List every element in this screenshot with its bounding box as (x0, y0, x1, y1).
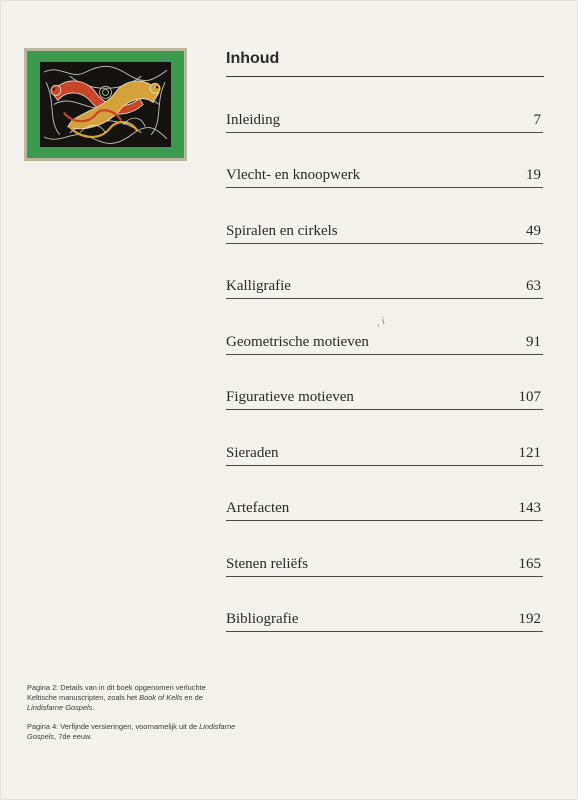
toc-entry-page: 107 (518, 389, 541, 405)
image-captions (27, 683, 237, 751)
toc-entry-title: Kalligrafie (226, 278, 291, 294)
caption-text: Pagina 4: Verfijnde versieringen, voornamelijk uit de (27, 722, 200, 731)
caption-text: . (92, 703, 95, 712)
toc-entry-page: 49 (526, 222, 541, 239)
caption-text: , 7de eeuw. (54, 732, 92, 741)
toc-entry-title: Spiralen en cirkels (226, 222, 338, 239)
caption-text: Pagina 2: Details van in dit boek opgenomen verluchte Keltische manuscripten, zoals het (27, 683, 206, 702)
toc-entry-title: Vlecht- en knoopwerk (226, 167, 361, 183)
toc-entry-title: Sieraden (226, 444, 279, 461)
toc-entry-kalligrafie (226, 244, 543, 300)
toc-entry-sieraden (226, 410, 543, 466)
toc-entry-title: Stenen reliëfs (226, 555, 309, 572)
illustration-green-border (27, 51, 184, 158)
toc-entry-page: 63 (526, 278, 541, 294)
toc-entry-title: Inleiding (226, 111, 281, 128)
toc-entry-page: 121 (518, 444, 541, 461)
toc-entry-page: 192 (518, 611, 541, 627)
caption-book-title: Lindisfarne Gospels (27, 722, 236, 741)
toc-heading: Inhoud (226, 50, 280, 67)
toc-entry-page: 19 (526, 167, 541, 183)
caption-page-4 (27, 722, 237, 742)
toc-entry-figuratieve-motieven (226, 355, 543, 411)
toc-entry-inleiding (226, 77, 543, 133)
toc-entry-title: Geometrische motieven (226, 333, 369, 350)
toc-list (226, 77, 543, 632)
toc-entry-vlecht-en-knoopwerk (226, 133, 543, 189)
caption-text: en de (182, 693, 203, 702)
toc-entry-stenen-reliefs (226, 521, 543, 577)
toc-entry-bibliografie (226, 577, 543, 633)
toc-entry-title: Bibliografie (226, 611, 299, 627)
caption-page-2 (27, 683, 237, 713)
illustration-knotwork-panel (40, 62, 171, 147)
toc-entry-spiralen-en-cirkels (226, 188, 543, 244)
pencil-mark: , i (374, 315, 386, 329)
toc-entry-artefacten (226, 466, 543, 522)
toc-entry-title: Figuratieve motieven (226, 389, 354, 405)
toc-entry-title: Artefacten (226, 500, 290, 516)
caption-book-title: Lindisfarne Gospels (27, 703, 93, 712)
toc-entry-page: 7 (533, 111, 541, 128)
toc-entry-page: 165 (518, 555, 541, 572)
knotwork-beasts-drawing (40, 62, 171, 147)
caption-book-title: Book of Kells (139, 693, 183, 702)
toc-entry-page: 143 (518, 500, 541, 516)
celtic-knotwork-illustration (24, 48, 187, 161)
toc-entry-page: 91 (526, 333, 541, 350)
